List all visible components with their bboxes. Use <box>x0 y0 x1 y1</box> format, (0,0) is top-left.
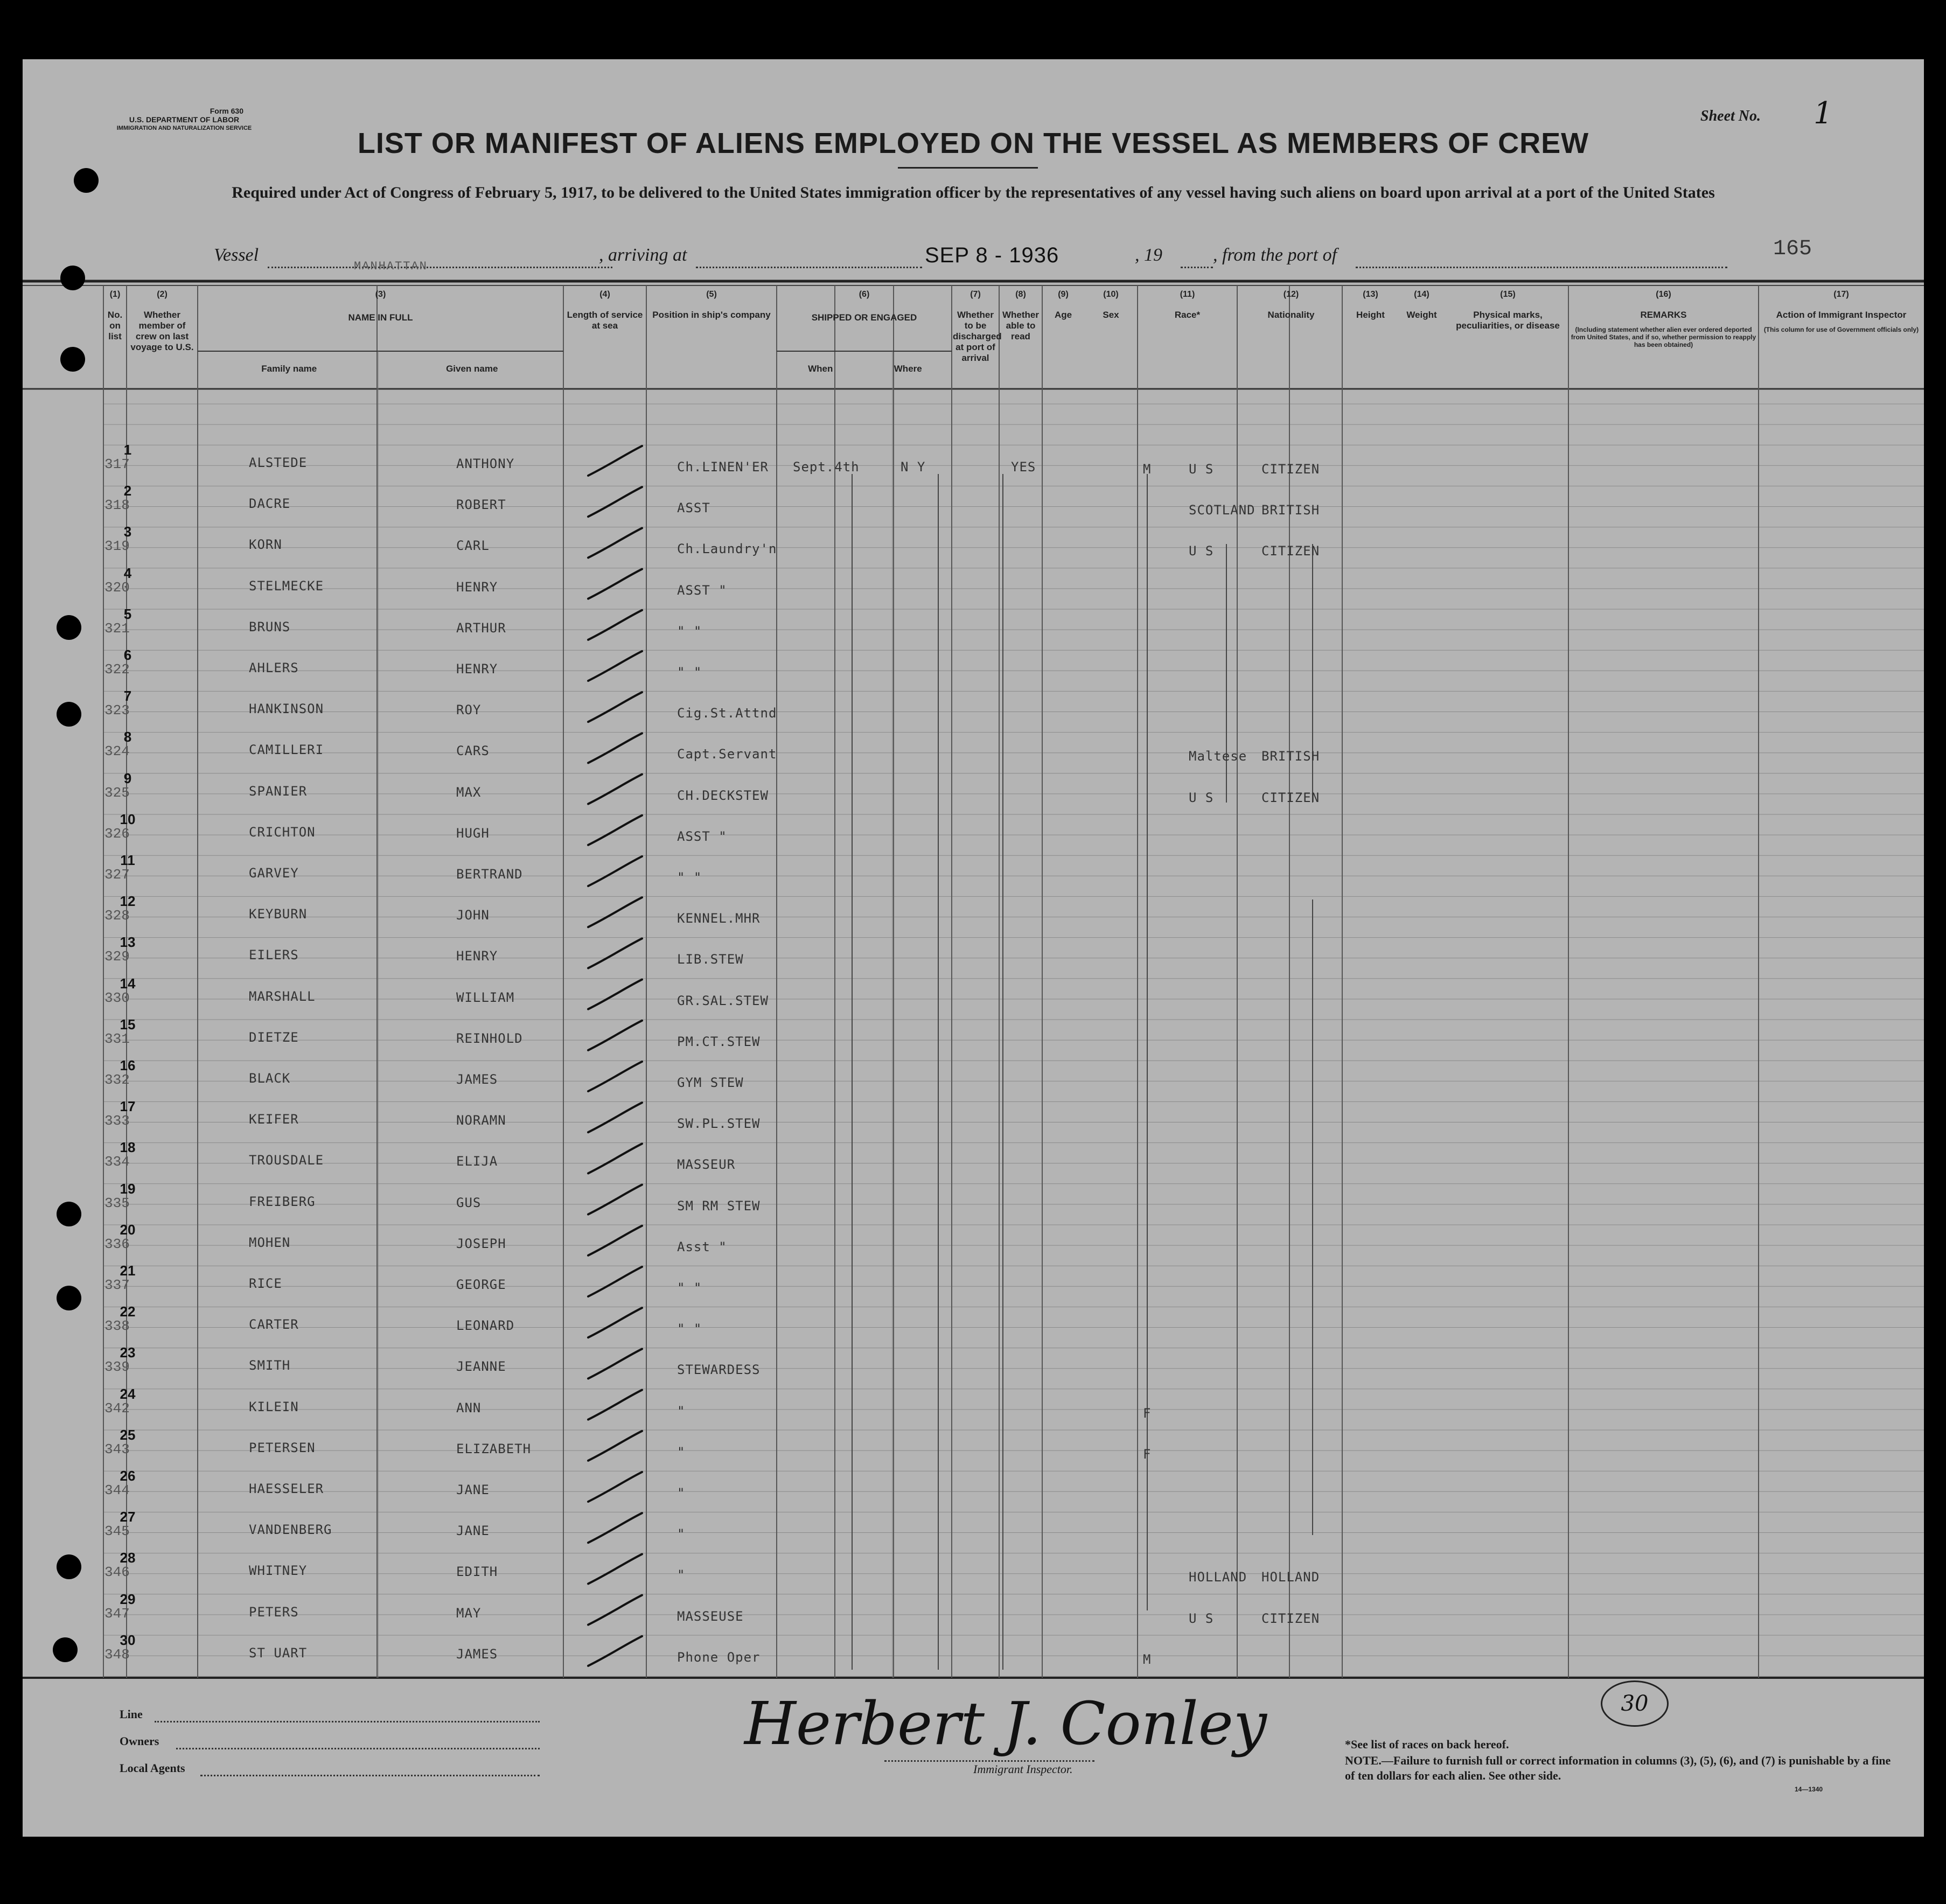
sex: M <box>1143 1651 1152 1667</box>
position: " " <box>677 870 702 885</box>
row-number: 13 <box>120 934 136 951</box>
column-header: Length of service at sea <box>567 310 643 331</box>
vessel-name: MANHATTAN <box>354 260 428 273</box>
given-name: ELIZABETH <box>456 1441 532 1456</box>
total-count: 30 <box>1601 1680 1669 1727</box>
original-list-number: 329 <box>104 948 130 965</box>
column-number: (16) <box>1656 290 1671 299</box>
column-subheader: Where <box>894 364 922 374</box>
original-list-number: 339 <box>104 1359 130 1376</box>
from-port-label: , from the port of <box>1213 245 1337 265</box>
original-list-number: 345 <box>104 1523 130 1540</box>
race: U S <box>1189 1610 1214 1626</box>
line-label: Line <box>120 1707 143 1721</box>
column-header: NAME IN FULL <box>348 312 413 323</box>
arrival-date-stamp: SEP 8 - 1936 <box>925 243 1059 267</box>
given-name: CARL <box>456 538 490 554</box>
family-name: KILEIN <box>249 1399 299 1414</box>
family-name: AHLERS <box>249 660 299 675</box>
family-name: MOHEN <box>249 1235 291 1250</box>
original-list-number: 347 <box>104 1605 130 1622</box>
punch-hole <box>57 615 81 640</box>
page-subtitle: Required under Act of Congress of February 5, 1917, to be delivered to the United States immigration officer by the representatives of any vessel having such aliens on board upon arrival at a port of the United States <box>232 184 1715 201</box>
given-name: NORAMN <box>456 1113 506 1128</box>
given-name: ELIJA <box>456 1154 498 1169</box>
original-list-number: 335 <box>104 1195 130 1211</box>
able-to-read: YES <box>1011 459 1036 475</box>
column-number: (8) <box>1015 290 1026 299</box>
length-of-service-mark <box>588 1431 642 1461</box>
service-name: IMMIGRATION AND NATURALIZATION SERVICE <box>116 125 252 131</box>
length-of-service-mark <box>588 1267 642 1296</box>
position: " <box>677 1444 686 1460</box>
row-number: 23 <box>120 1344 136 1361</box>
original-list-number: 344 <box>104 1482 130 1498</box>
column-header: Race* <box>1174 310 1201 320</box>
row-number: 14 <box>120 975 136 992</box>
nationality: CITIZEN <box>1261 1610 1320 1626</box>
punch-hole <box>57 702 81 727</box>
original-list-number: 334 <box>104 1154 130 1170</box>
length-of-service-mark <box>588 856 642 886</box>
column-header: Whether member of crew on last voyage to U.S. <box>130 310 194 352</box>
position: Asst " <box>677 1239 727 1254</box>
row-number: 26 <box>120 1468 136 1484</box>
row-number: 22 <box>120 1303 136 1320</box>
original-list-number: 323 <box>104 702 130 719</box>
position: Ch.Laundry'n <box>677 541 777 557</box>
given-name: GEORGE <box>456 1277 506 1292</box>
position: ASST " <box>677 582 727 598</box>
length-of-service-mark <box>588 815 642 845</box>
row-number: 30 <box>120 1631 136 1648</box>
row-number: 7 <box>123 688 132 705</box>
given-name: REINHOLD <box>456 1030 523 1046</box>
column-header: Action of Immigrant Inspector <box>1776 310 1907 320</box>
column-number: (4) <box>599 290 610 299</box>
original-list-number: 338 <box>104 1318 130 1335</box>
inspector-signature: Herbert J. Conley <box>744 1689 1267 1758</box>
given-name: GUS <box>456 1195 482 1210</box>
given-name: CARS <box>456 743 490 759</box>
signature-line <box>884 1760 1094 1762</box>
position: CH.DECKSTEW <box>677 787 769 803</box>
given-name: ANTHONY <box>456 456 515 471</box>
position: KENNEL.MHR <box>677 911 761 926</box>
given-name: JANE <box>456 1482 490 1497</box>
shipped-where: N Y <box>901 459 926 475</box>
row-number: 28 <box>120 1550 136 1566</box>
column-header: Age <box>1054 310 1072 320</box>
original-list-number: 325 <box>104 784 130 801</box>
length-of-service-mark <box>588 1513 642 1543</box>
row-number: 21 <box>120 1263 136 1279</box>
race: SCOTLAND <box>1189 503 1256 518</box>
sheet-number: 1 <box>1814 96 1833 131</box>
position: " <box>677 1403 686 1419</box>
race: U S <box>1189 790 1214 805</box>
sex: F <box>1143 1405 1152 1421</box>
family-name: ST UART <box>249 1645 308 1661</box>
family-name: STELMECKE <box>249 578 324 594</box>
original-list-number: 337 <box>104 1277 130 1293</box>
position: LIB.STEW <box>677 952 744 967</box>
column-number: (2) <box>157 290 168 299</box>
year-label: , 19 <box>1135 245 1162 265</box>
original-list-number: 319 <box>104 538 130 555</box>
length-of-service-mark <box>588 1636 642 1666</box>
length-of-service-mark <box>588 1021 642 1050</box>
family-name: PETERSEN <box>249 1440 316 1455</box>
length-of-service-mark <box>588 1554 642 1584</box>
given-name: JOSEPH <box>456 1236 506 1251</box>
position: ASST " <box>677 828 727 844</box>
column-subheader: When <box>808 364 833 374</box>
column-header: Position in ship's company <box>652 310 771 320</box>
family-name: MARSHALL <box>249 988 316 1004</box>
length-of-service-mark <box>588 1308 642 1337</box>
family-name: BRUNS <box>249 619 291 634</box>
column-header: No. on list <box>107 310 123 341</box>
position: " " <box>677 1280 702 1295</box>
shipped-when: Sept.4th <box>793 459 860 475</box>
punch-hole <box>57 1554 81 1579</box>
family-name: ALSTEDE <box>249 455 308 470</box>
column-subheader: Family name <box>261 364 317 374</box>
length-of-service-mark <box>588 528 642 557</box>
row-number: 15 <box>120 1016 136 1033</box>
original-list-number: 336 <box>104 1236 130 1252</box>
given-name: HENRY <box>456 661 498 676</box>
row-number: 18 <box>120 1139 136 1156</box>
length-of-service-mark <box>588 1103 642 1132</box>
given-name: HENRY <box>456 579 498 595</box>
length-of-service-mark <box>588 775 642 804</box>
column-number: (17) <box>1833 290 1849 299</box>
position: PM.CT.STEW <box>677 1034 761 1049</box>
family-name: GARVEY <box>249 866 299 881</box>
position: ASST <box>677 500 710 516</box>
column-number: (15) <box>1500 290 1516 299</box>
position: GYM STEW <box>677 1075 744 1090</box>
row-number: 5 <box>123 605 132 622</box>
given-name: ANN <box>456 1400 482 1415</box>
length-of-service-mark <box>588 569 642 599</box>
row-number: 1 <box>123 442 132 458</box>
row-number: 9 <box>123 770 132 786</box>
column-number: (1) <box>109 290 121 299</box>
column-number: (11) <box>1180 290 1195 299</box>
nationality: CITIZEN <box>1261 462 1320 477</box>
column-header: Whether to be discharged at port of arrival <box>953 310 1002 363</box>
original-list-number: 320 <box>104 579 130 596</box>
original-list-number: 321 <box>104 620 130 637</box>
column-header-note: (This column for use of Government officials only) <box>1763 326 1919 333</box>
given-name: ARTHUR <box>456 620 506 636</box>
department-name: U.S. DEPARTMENT OF LABOR <box>129 115 240 124</box>
position: " " <box>677 623 702 639</box>
column-header-note: (Including statement whether alien ever ordered deported from United States, and if so, whether permission to reapply has been obtained) <box>1571 326 1756 348</box>
column-header: Nationality <box>1267 310 1315 320</box>
original-list-number: 330 <box>104 989 130 1006</box>
family-name: BLACK <box>249 1071 291 1086</box>
race: U S <box>1189 462 1214 477</box>
length-of-service-mark <box>588 692 642 722</box>
family-name: PETERS <box>249 1604 299 1620</box>
length-of-service-mark <box>588 610 642 640</box>
given-name: JANE <box>456 1523 490 1539</box>
row-number: 16 <box>120 1057 136 1073</box>
sex: F <box>1143 1446 1152 1462</box>
row-number: 19 <box>120 1180 136 1197</box>
original-list-number: 326 <box>104 825 130 842</box>
column-header: SHIPPED OR ENGAGED <box>811 312 917 323</box>
original-list-number: 346 <box>104 1564 130 1581</box>
original-list-number: 342 <box>104 1400 130 1417</box>
sex: M <box>1143 462 1152 477</box>
form-code: 14—1340 <box>1795 1786 1823 1793</box>
family-name: TROUSDALE <box>249 1153 324 1168</box>
form-number: Form 630 <box>210 107 243 115</box>
row-number: 8 <box>123 729 132 745</box>
local-agents-field <box>200 1775 540 1776</box>
nationality: HOLLAND <box>1261 1570 1320 1585</box>
given-name: EDITH <box>456 1564 498 1580</box>
column-number: (6) <box>859 290 870 299</box>
punch-hole <box>57 1202 81 1226</box>
column-header: Sex <box>1103 310 1119 320</box>
column-header: Weight <box>1406 310 1437 320</box>
page-title: LIST OR MANIFEST OF ALIENS EMPLOYED ON THE VESSEL AS MEMBERS OF CREW <box>357 127 1589 159</box>
page-number: 165 <box>1773 237 1812 261</box>
original-list-number: 322 <box>104 661 130 678</box>
column-number: (3) <box>375 290 386 299</box>
race: Maltese <box>1189 749 1247 764</box>
original-list-number: 318 <box>104 497 130 514</box>
vessel-label: Vessel <box>214 245 259 265</box>
column-number: (9) <box>1058 290 1069 299</box>
row-number: 24 <box>120 1385 136 1402</box>
given-name: JEANNE <box>456 1359 506 1375</box>
column-number: (7) <box>970 290 981 299</box>
given-name: JAMES <box>456 1646 498 1662</box>
column-number: (5) <box>706 290 717 299</box>
length-of-service-mark <box>588 651 642 681</box>
length-of-service-mark <box>588 1143 642 1173</box>
position: MASSEUR <box>677 1157 736 1173</box>
given-name: JAMES <box>456 1072 498 1087</box>
family-name: WHITNEY <box>249 1563 308 1579</box>
length-of-service-mark <box>588 1185 642 1215</box>
race: HOLLAND <box>1189 1570 1247 1585</box>
row-number: 3 <box>123 524 132 540</box>
position: Cig.St.Attnd <box>677 706 777 721</box>
family-name: KORN <box>249 537 282 553</box>
position: " <box>677 1526 686 1542</box>
original-list-number: 317 <box>104 456 130 472</box>
row-number: 25 <box>120 1426 136 1443</box>
length-of-service-mark <box>588 1595 642 1625</box>
column-header: Whether able to read <box>1002 310 1039 341</box>
original-list-number: 324 <box>104 743 130 760</box>
arriving-label: , arriving at <box>599 245 687 265</box>
column-subheader: Given name <box>446 364 498 374</box>
nationality: CITIZEN <box>1261 543 1320 559</box>
row-number: 17 <box>120 1098 136 1115</box>
position: SW.PL.STEW <box>677 1116 761 1132</box>
line-field <box>155 1721 540 1722</box>
column-header: REMARKS <box>1640 310 1687 320</box>
length-of-service-mark <box>588 1390 642 1420</box>
position: SM RM STEW <box>677 1198 761 1213</box>
family-name: KEIFER <box>249 1112 299 1127</box>
position: Ch.LINEN'ER <box>677 459 769 475</box>
family-name: CRICHTON <box>249 824 316 840</box>
position: Phone Oper <box>677 1649 761 1665</box>
length-of-service-mark <box>588 1226 642 1256</box>
given-name: ROY <box>456 702 482 718</box>
length-of-service-mark <box>588 733 642 763</box>
given-name: MAX <box>456 784 482 800</box>
position: Capt.Servant <box>677 747 777 762</box>
position: GR.SAL.STEW <box>677 993 769 1008</box>
given-name: BERTRAND <box>456 867 523 882</box>
punch-hole <box>74 168 99 193</box>
position: MASSEUSE <box>677 1608 744 1624</box>
nationality: CITIZEN <box>1261 790 1320 805</box>
position: " <box>677 1485 686 1501</box>
position: " " <box>677 1321 702 1337</box>
row-number: 12 <box>120 893 136 910</box>
manifest-sheet <box>23 59 1924 1837</box>
length-of-service-mark <box>588 1472 642 1502</box>
family-name: HANKINSON <box>249 701 324 717</box>
given-name: LEONARD <box>456 1318 515 1334</box>
length-of-service-mark <box>588 1062 642 1091</box>
local-agents-label: Local Agents <box>120 1761 185 1775</box>
column-number: (12) <box>1283 290 1299 299</box>
original-list-number: 343 <box>104 1441 130 1457</box>
row-number: 11 <box>120 852 135 868</box>
given-name: HUGH <box>456 825 490 841</box>
family-name: DIETZE <box>249 1029 299 1045</box>
given-name: JOHN <box>456 908 490 923</box>
length-of-service-mark <box>588 446 642 476</box>
owners-label: Owners <box>120 1734 159 1748</box>
punch-hole <box>57 1286 81 1310</box>
row-number: 20 <box>120 1221 136 1238</box>
position: STEWARDESS <box>677 1362 761 1378</box>
column-header: Physical marks, peculiarities, or disease <box>1456 310 1560 331</box>
owners-field <box>176 1748 540 1749</box>
race: U S <box>1189 543 1214 559</box>
length-of-service-mark <box>588 1349 642 1378</box>
length-of-service-mark <box>588 897 642 927</box>
family-name: FREIBERG <box>249 1194 316 1209</box>
sheet-number-label: Sheet No. <box>1700 108 1761 124</box>
family-name: CARTER <box>249 1317 299 1333</box>
length-of-service-mark <box>588 980 642 1009</box>
length-of-service-mark <box>588 487 642 517</box>
races-note: *See list of races on back hereof. <box>1345 1738 1509 1751</box>
family-name: HAESSELER <box>249 1481 324 1496</box>
family-name: SPANIER <box>249 783 308 799</box>
row-number: 4 <box>123 564 132 581</box>
row-number: 6 <box>123 647 132 663</box>
column-number: (13) <box>1363 290 1378 299</box>
row-number: 10 <box>120 811 136 827</box>
family-name: VANDENBERG <box>249 1522 332 1538</box>
position: " <box>677 1567 686 1583</box>
row-number: 29 <box>120 1591 136 1607</box>
punch-hole <box>53 1637 78 1662</box>
original-list-number: 328 <box>104 908 130 924</box>
original-list-number: 333 <box>104 1113 130 1129</box>
original-list-number: 327 <box>104 867 130 883</box>
signature-title: Immigrant Inspector. <box>973 1762 1073 1776</box>
row-number: 27 <box>120 1509 136 1525</box>
punch-hole <box>60 266 85 290</box>
column-number: (14) <box>1414 290 1429 299</box>
given-name: MAY <box>456 1605 482 1621</box>
given-name: ROBERT <box>456 497 506 513</box>
original-list-number: 348 <box>104 1646 130 1663</box>
family-name: KEYBURN <box>249 906 308 922</box>
column-header: Height <box>1356 310 1385 320</box>
original-list-number: 332 <box>104 1072 130 1088</box>
row-number: 2 <box>123 483 132 499</box>
family-name: DACRE <box>249 496 291 512</box>
position: " " <box>677 665 702 680</box>
given-name: WILLIAM <box>456 989 515 1005</box>
family-name: SMITH <box>249 1358 291 1373</box>
family-name: RICE <box>249 1276 282 1291</box>
column-number: (10) <box>1103 290 1119 299</box>
fine-note: NOTE.—Failure to furnish full or correct information in columns (3), (5), (6), and (7) is punishable by a fine of ten dollars for each alien. See other side. <box>1345 1754 1891 1782</box>
original-list-number: 331 <box>104 1030 130 1047</box>
nationality: BRITISH <box>1261 503 1320 518</box>
length-of-service-mark <box>588 938 642 968</box>
nationality: BRITISH <box>1261 749 1320 764</box>
family-name: EILERS <box>249 947 299 963</box>
punch-hole <box>60 347 85 372</box>
family-name: CAMILLERI <box>249 742 324 758</box>
given-name: HENRY <box>456 948 498 964</box>
